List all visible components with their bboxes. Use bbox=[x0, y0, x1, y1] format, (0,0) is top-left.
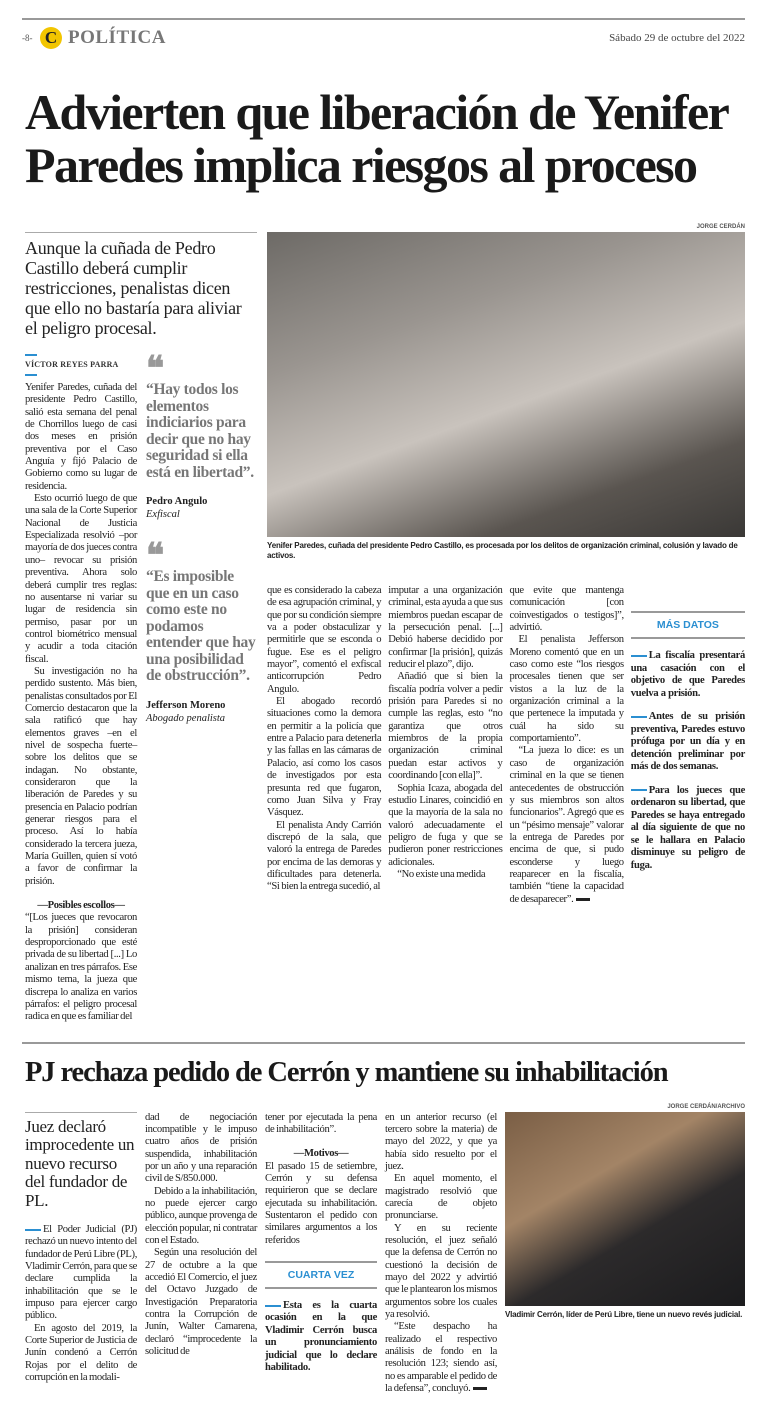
story1-left bbox=[25, 232, 257, 1024]
dek: Aunque la cuñada de Pedro Castillo deberá cumplir restricciones, penalistas dicen que ello no bastaría para aliviar el peligro procesal. bbox=[25, 238, 242, 338]
story1 bbox=[25, 224, 745, 1024]
story2-column-4: en un anterior recurso (el tercero sobre la materia) de mayo del 2022, y que ya había sido resuelto por el juez. En aquel momento, el magistrado resolvió que carecía de objeto pronunciarse. Y en su reciente resolución, el juez señaló que la defensa de Cerrón no cuestionó la decisión de mayo del 2022 y advirtió que le plantearon los mismos argumentos sobre los cuales ya resolvió. “Este despacho ha realizado el respectivo análisis de fondo en la resolución 123; siendo así, no es amparable el pedido de la defensa”, concluyó. bbox=[385, 1111, 497, 1395]
story2-photo-block bbox=[505, 1103, 745, 1320]
photo-credit: JORGE CERDÁN bbox=[696, 224, 745, 230]
story2-column-3: tener por ejecutada la pena de inhabilitación”. —Motivos— El pasado 15 de setiembre, Cerrón y su defensa requirieron que se declare ejecutada su inhabilitación. Sustentaron el pedido con similares argumentos a los referidos bbox=[265, 1111, 377, 1246]
story2-column-3-wrap bbox=[265, 1112, 377, 1375]
headline: Advierten que liberación de Yenifer Paredes implica riesgos al proceso bbox=[25, 84, 728, 193]
story1-column-4: imputar a una organización criminal, esta ayuda a que sus miembros puedan escapar de la persecución penal. [...] Debió haberse decidido por confirmar [la prisión], quizás reducir el plazo”, dijo. Añadió que si bien la fiscalía podría volver a pedir prisión para Paredes si no cumple las reglas, esto “no garantiza que otros miembros de la propia organización criminal puedan estar activos y coordinando [con ella]”. Sophia Icaza, abogada del estudio Linares, coincidió en que la mayoría de la sala no valoró adecuadamente el peligro de fuga y que se pudieron poner restricciones adicionales. “No existe una medida bbox=[388, 585, 503, 880]
story-divider bbox=[22, 1042, 745, 1044]
photo-caption: Yenifer Paredes, cuñada del presidente Pedro Castillo, es procesada por los delitos de organización criminal, colusión y lavado de activos. bbox=[267, 541, 738, 560]
quote-icon: ❝ bbox=[146, 351, 165, 388]
story1-column-1: Yenifer Paredes, cuñada del presidente Pedro Castillo, salió esta semana del penal de Chorrillos luego de casi dos meses en prisión preventiva por el Caso Anguía y fijó Palacio de Gobierno como su lugar de residencia. Esto ocurrió luego de que una sala de la Corte Superior Nacional de Justicia Especializada resolvió –por mayoría de dos jueces contra uno– revocar su prisión preventiva. Ahora solo deberá cumplir tres reglas: no ausentarse ni variar su lugar de residencia sin permiso, pasar por un control biométrico mensual y acudir a toda citación fiscal. Su investigación no ha perdido sustento. Más bien, penalistas consultados por El Comercio destacaron que la sala ratificó que hay elementos graves –en el nivel de sospecha fuerte– sobre los delitos que se indagan. No obstante, consideraron que la liberación de Paredes y su presencia en Palacio podrían generar riesgos para el proceso. Así lo había considerado la tercera jueza, María Guillen, quien sí votó a favor de confirmar la prisión. —Posibles escollos— “[Los jueces que revocaron la prisión] consideran desproporcionado que esté privada de su libertad [...] Lo analizan en tres párrafos. Ese mismo tema, la jueza que discrepa lo analiza en varios párrafos: el peligro procesal radica en que es familiar del bbox=[25, 382, 137, 1023]
mas-datos-box: MÁS DATOS La fiscalía presentará una casación con el objetivo de que Paredes vuelva a prisión. Antes de su prisión preventiva, Paredes estuvo prófuga por un día y en detención preliminar por más de dos semanas. Para los jueces que ordenaron su libertad, que Paredes se haya entregado al día siguiente de que no se le hallara en Palacio disminuye su peligro de fuga. bbox=[631, 611, 745, 872]
story2-column-1: El Poder Judicial (PJ) rechazó un nuevo intento del fundador de Perú Libre (PL), Vladimir Cerrón, para que se declare cumplida la inhabilitación que se le impuso para ejercer cargo público. En agosto del 2019, la Corte Superior de Justicia de Junín condenó a Cerrón Rojas por el delito de corrupción en la modali- bbox=[25, 1224, 137, 1384]
pull-quote: ❝ “Hay todos los elementos indiciarios para decir que no hay seguridad si ella está en libertad”. Pedro Angulo Exfiscal bbox=[146, 360, 257, 521]
byline-tick bbox=[25, 374, 37, 376]
end-mark bbox=[473, 1387, 487, 1390]
story1-column-5: que evite que mantenga comunicación [con coinvestigados o testigos]”, advirtió. El penalista Jefferson Moreno comentó que en un caso como este “los riesgos procesales tienen que ser vistos a la luz de la organización criminal a la que pertenece la imputada y cuál ha sido su comportamiento”. “La jueza lo dice: es un caso de organización criminal en la que se tienen antecedentes de obstrucción y sus miembros son altos funcionarios”. Agregó que es un “pésimo mensaje” valorar la entrega de Paredes por encima de que, si pudo esconderse y luego reaparecer en la fiscalía, también “tiene la capacidad de desaparecer”. bbox=[509, 585, 624, 905]
page-number: -8- bbox=[22, 33, 33, 43]
pull-quotes bbox=[146, 351, 257, 725]
story2-column-1-wrap bbox=[25, 1112, 137, 1385]
dek-2: Juez declaró improcedente un nuevo recurso del fundador de PL. bbox=[25, 1116, 135, 1210]
byline-tick bbox=[25, 354, 37, 356]
dek-rule bbox=[25, 232, 257, 233]
photo-vladimir-cerron bbox=[505, 1112, 745, 1306]
photo-yenifer-paredes bbox=[267, 232, 745, 537]
story2-column-2: dad de negociación incompatible y le impuso cuatro años de prisión suspendida, inhabilitación por un año y una reparación civil de S/850.000. Debido a la inhabilitación, no puede ejercer cargo público, aunque provenga de elección popular, ni contratar con el Estado. Según una resolución del 27 de octubre a la que accedió El Comercio, el juez del Octavo Juzgado de Investigación Preparatoria contra la Corrupción de Junín, Walter Camarena, declaró “improcedente la solicitud de bbox=[145, 1111, 257, 1358]
subhead: —Motivos— bbox=[293, 1148, 349, 1160]
story2 bbox=[25, 1103, 745, 1396]
story1-column-3: que es considerado la cabeza de esa agrupación criminal, y que por su condición siempre va a poder obstaculizar y permitirle que se esconda o fugue. Ese es el peligro mayor”, comentó el exfiscal anticorrupción Pedro Angulo. El abogado recordó situaciones como la demora en permitir a la policía que entre a Palacio para detenerla y las fallas en las cámaras de Palacio, así como los casos de investigados por esta presunta red que fugaron, como Juan Silva y Fray Vásquez. El penalista Andy Carrión discrepó de la sala, que valoró la entrega de Paredes por encima de las demoras y dificultades para detenerla. “Si bien la entrega sucedió, al bbox=[267, 585, 382, 893]
issue-date: Sábado 29 de octubre del 2022 bbox=[609, 32, 745, 44]
byline: VÍCTOR REYES PARRA bbox=[25, 360, 119, 369]
headline-2: PJ rechaza pedido de Cerrón y mantiene su inhabilitación bbox=[25, 1056, 668, 1088]
subhead: —Posibles escollos— bbox=[37, 900, 125, 912]
page-header bbox=[22, 20, 745, 50]
dek-rule bbox=[25, 1112, 137, 1113]
photo-credit: JORGE CERDÁN/ARCHIVO bbox=[667, 1103, 745, 1110]
section-title: POLÍTICA bbox=[68, 27, 166, 48]
story1-right bbox=[267, 224, 745, 906]
story1-columns bbox=[267, 585, 745, 906]
pull-quote: ❝ “Es imposible que en un caso como este no podamos entender que hay una posibilidad de obstrucción”. Jefferson Moreno Abogado penalista bbox=[146, 538, 256, 724]
newspaper-logo: C bbox=[40, 27, 62, 49]
quote-icon: ❝ bbox=[146, 538, 165, 575]
cuarta-vez-box: CUARTA VEZ Esta es la cuarta ocasión en la que Vladimir Cerrón busca un pronunciamiento judicial que lo declare habilitado. bbox=[265, 1261, 377, 1375]
photo-caption: Vladimir Cerrón, líder de Perú Libre, tiene un nuevo revés judicial. bbox=[505, 1309, 743, 1319]
end-mark bbox=[576, 898, 590, 901]
